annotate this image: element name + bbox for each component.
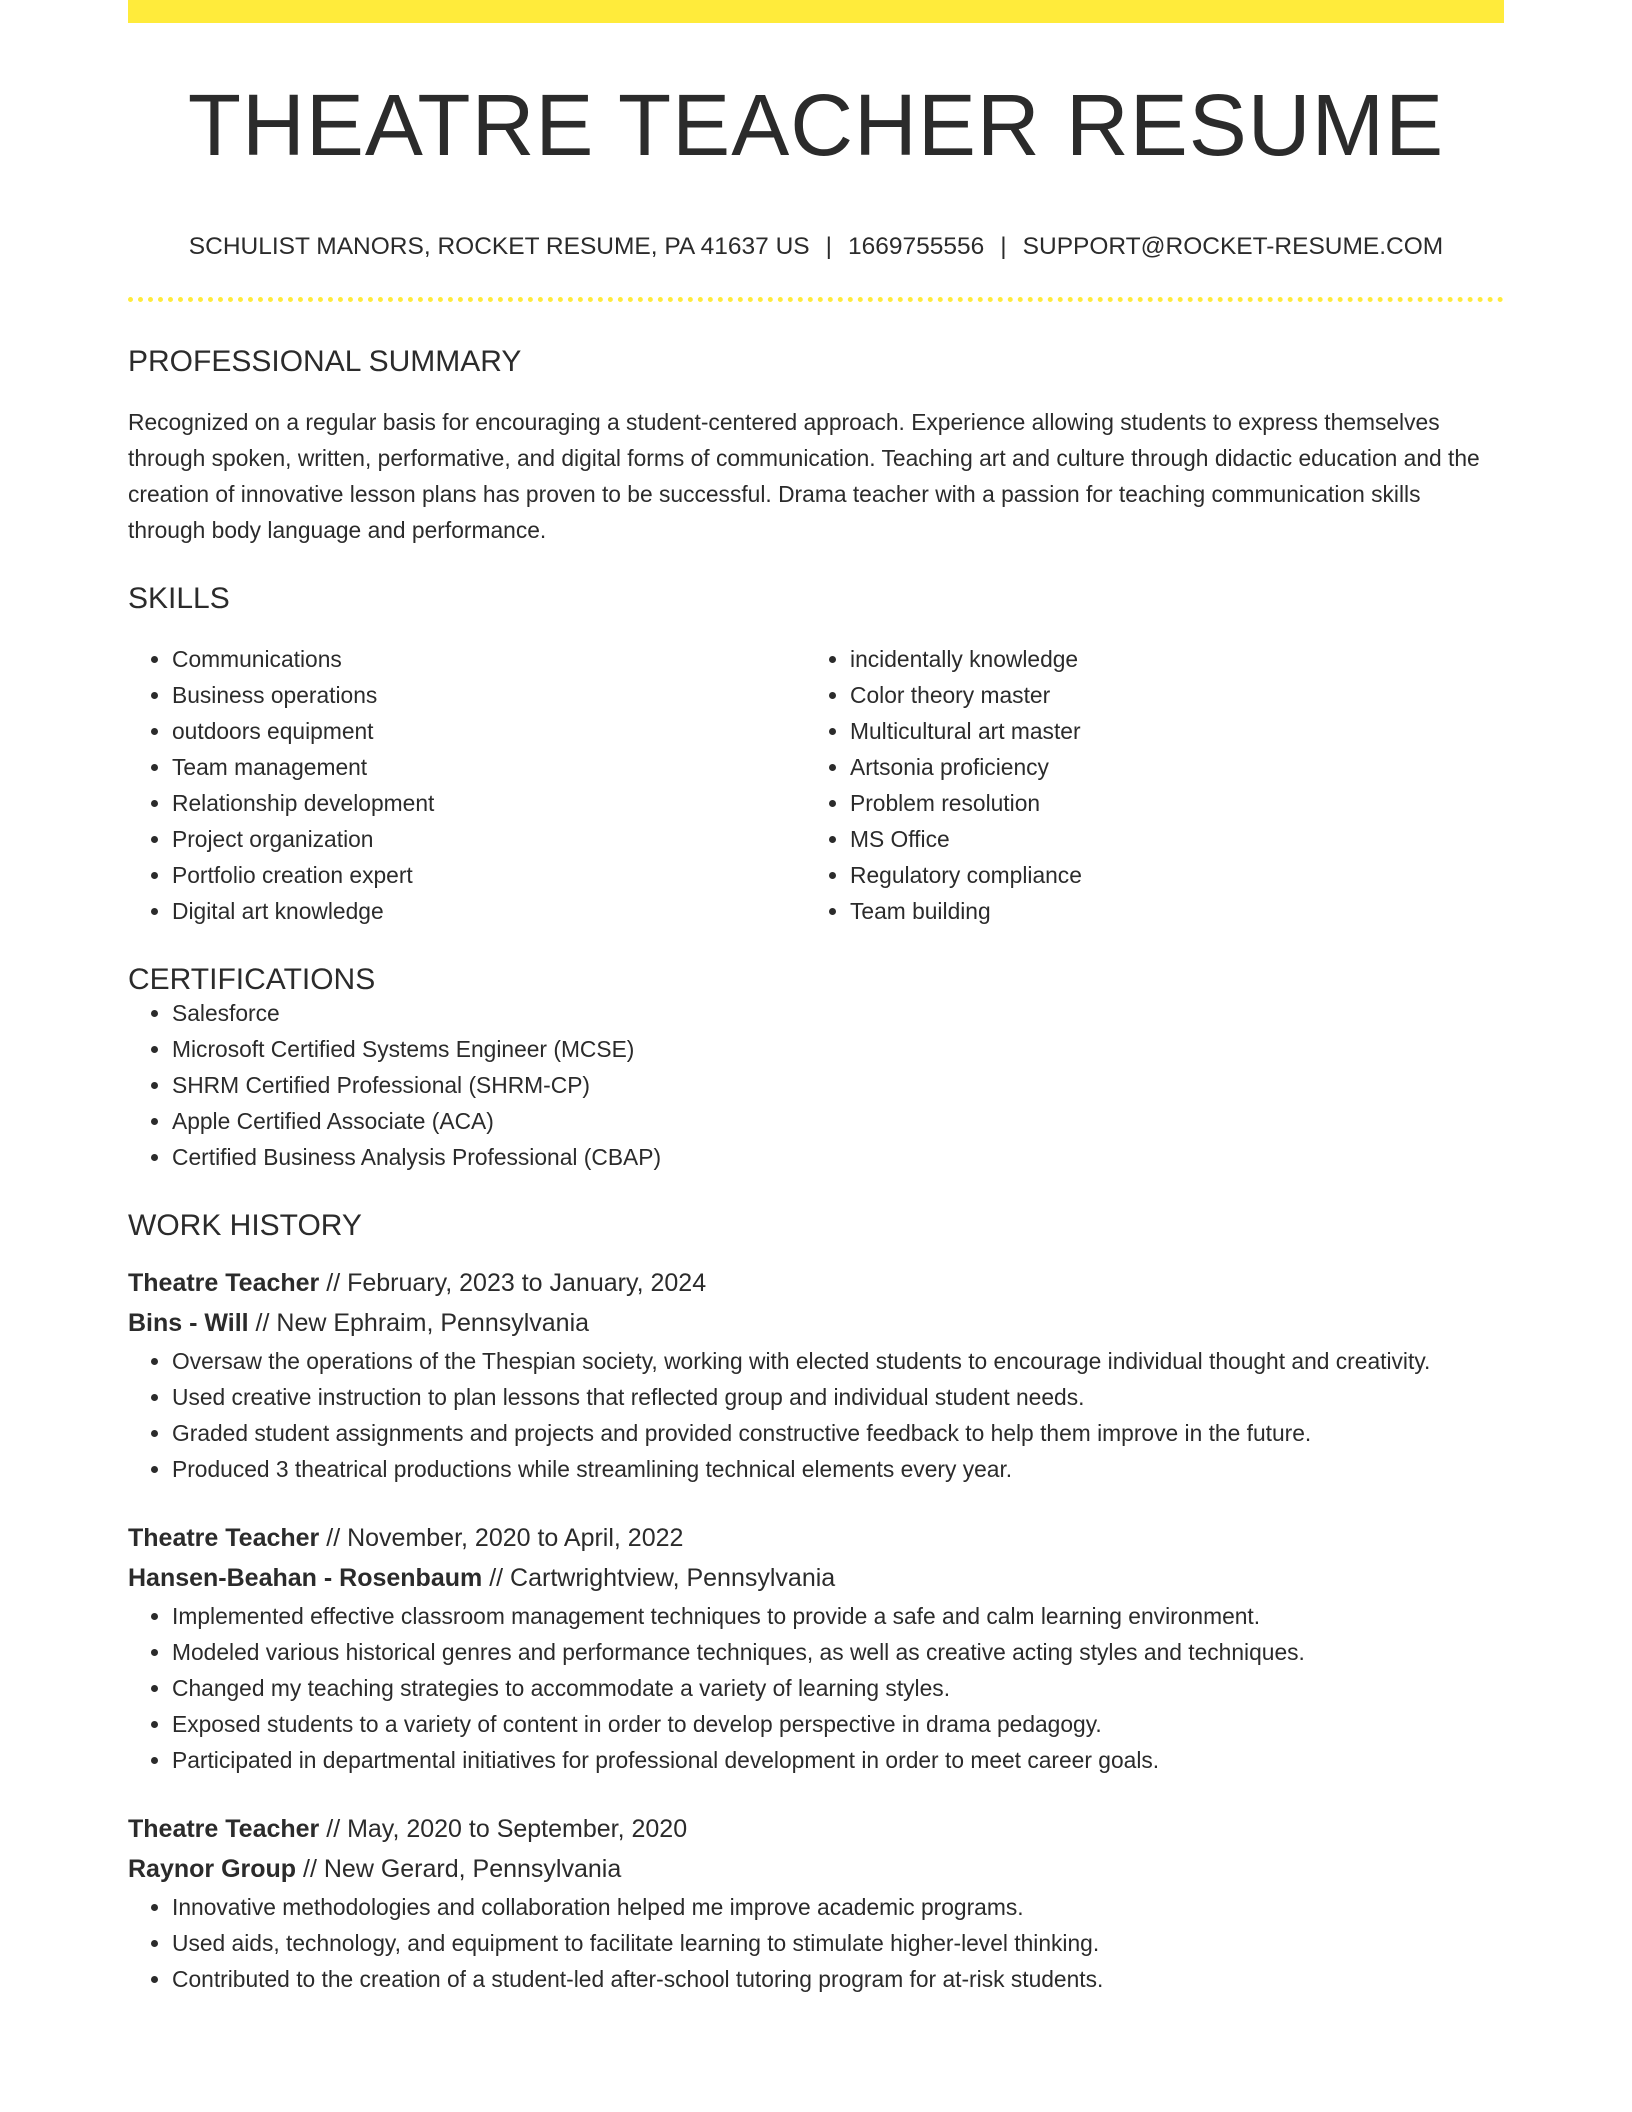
dotted-divider — [128, 297, 1504, 302]
resume-page — [128, 0, 1504, 1997]
job-role: Theatre Teacher — [128, 1523, 320, 1552]
job-entry — [128, 1263, 1504, 1487]
accent-bar — [128, 0, 1504, 23]
skills-column-right — [806, 641, 1484, 929]
skill-item: • Digital art knowledge — [172, 893, 806, 929]
skill-item: • Problem resolution — [850, 785, 1484, 821]
job-bullet: • Used creative instruction to plan lessons that reflected group and individual student needs. — [172, 1379, 1504, 1415]
job-company: Raynor Group — [128, 1854, 297, 1883]
job-dates: // November, 2020 to April, 2022 — [319, 1523, 684, 1552]
job-bullets — [128, 1889, 1504, 1997]
job-location: // New Ephraim, Pennsylvania — [248, 1308, 590, 1337]
job-entry — [128, 1809, 1504, 1997]
job-bullet: • Exposed students to a variety of content in order to develop perspective in drama pedagogy. — [172, 1706, 1504, 1742]
work-history-heading: WORK HISTORY — [128, 1208, 362, 1242]
contact-separator: | — [825, 233, 833, 260]
certifications-heading: CERTIFICATIONS — [128, 962, 376, 996]
work-history-list — [128, 1263, 1504, 1997]
skill-item: • Team management — [172, 749, 806, 785]
resume-title: THEATRE TEACHER RESUME — [187, 77, 1445, 174]
skills-heading: SKILLS — [128, 581, 230, 615]
summary-text: Recognized on a regular basis for encouraging a student-centered approach. Experience allowing students to express themselves through spoken, written, performative, and digital forms of communication. Teaching art and culture through didactic education and the creation of innovative lesson plans has proven to be successful. Drama teacher with a passion for teaching communication skills through body language and performance. — [128, 408, 1480, 543]
skill-item: • MS Office — [850, 821, 1484, 857]
skill-item: • incidentally knowledge — [850, 641, 1484, 677]
contact-separator: | — [1000, 233, 1007, 260]
job-bullet: • Innovative methodologies and collaboration helped me improve academic programs. — [172, 1889, 1504, 1925]
job-company: Bins - Will — [128, 1308, 249, 1337]
skill-item: • Color theory master — [850, 677, 1484, 713]
job-dates: // February, 2023 to January, 2024 — [319, 1268, 707, 1297]
skill-item: • Business operations — [172, 677, 806, 713]
job-location: // New Gerard, Pennsylvania — [296, 1854, 622, 1883]
certification-item: • Certified Business Analysis Professional (CBAP) — [172, 1139, 1504, 1175]
summary-heading: PROFESSIONAL SUMMARY — [128, 344, 522, 378]
certification-item: • Apple Certified Associate (ACA) — [172, 1103, 1504, 1139]
contact-phone: 1669755556 — [848, 233, 985, 260]
skill-item: • Project organization — [172, 821, 806, 857]
job-company-line — [128, 1303, 1504, 1343]
skill-item: • Communications — [172, 641, 806, 677]
job-bullet: • Modeled various historical genres and performance techniques, as well as creative acting styles and techniques. — [172, 1634, 1504, 1670]
certifications-list — [128, 995, 1504, 1175]
skill-item: • Artsonia proficiency — [850, 749, 1484, 785]
job-company-line — [128, 1849, 1504, 1889]
skill-item: • Regulatory compliance — [850, 857, 1484, 893]
job-entry — [128, 1518, 1504, 1778]
skill-item: • Portfolio creation expert — [172, 857, 806, 893]
job-bullet: • Participated in departmental initiatives for professional development in order to meet career goals. — [172, 1742, 1504, 1778]
job-bullet: • Implemented effective classroom management techniques to provide a safe and calm learning environment. — [172, 1598, 1504, 1634]
job-bullet: • Graded student assignments and projects and provided constructive feedback to help them improve in the future. — [172, 1415, 1504, 1451]
contact-address: SCHULIST MANORS, ROCKET RESUME, PA 41637 US — [188, 233, 810, 260]
skill-item: • Relationship development — [172, 785, 806, 821]
skill-item: • Team building — [850, 893, 1484, 929]
job-bullets — [128, 1598, 1504, 1778]
skills-column-left — [128, 641, 806, 929]
job-bullet: • Contributed to the creation of a student-led after-school tutoring program for at-risk students. — [172, 1961, 1504, 1997]
skills-grid — [128, 641, 1504, 929]
job-bullets — [128, 1343, 1504, 1487]
job-dates: // May, 2020 to September, 2020 — [319, 1814, 688, 1843]
job-title-line — [128, 1263, 1504, 1303]
job-role: Theatre Teacher — [128, 1814, 320, 1843]
skill-item: • Multicultural art master — [850, 713, 1484, 749]
skills-list-right — [806, 641, 1484, 929]
skill-item: • outdoors equipment — [172, 713, 806, 749]
certification-item: • SHRM Certified Professional (SHRM-CP) — [172, 1067, 1504, 1103]
contact-email: SUPPORT@ROCKET-RESUME.COM — [1022, 233, 1444, 260]
certification-item: • Salesforce — [172, 995, 1504, 1031]
job-title-line — [128, 1809, 1504, 1849]
job-company-line — [128, 1558, 1504, 1598]
job-bullet: • Produced 3 theatrical productions while streamlining technical elements every year. — [172, 1451, 1504, 1487]
job-role: Theatre Teacher — [128, 1268, 320, 1297]
job-bullet: • Changed my teaching strategies to accommodate a variety of learning styles. — [172, 1670, 1504, 1706]
certification-item: • Microsoft Certified Systems Engineer (MCSE) — [172, 1031, 1504, 1067]
job-bullet: • Oversaw the operations of the Thespian society, working with elected students to encourage individual thought and creativity. — [172, 1343, 1504, 1379]
job-location: // Cartwrightview, Pennsylvania — [482, 1563, 836, 1592]
contact-line — [128, 235, 1504, 260]
job-title-line — [128, 1518, 1504, 1558]
job-company: Hansen-Beahan - Rosenbaum — [128, 1563, 483, 1592]
skills-list-left — [128, 641, 806, 929]
job-bullet: • Used aids, technology, and equipment to facilitate learning to stimulate higher-level thinking. — [172, 1925, 1504, 1961]
